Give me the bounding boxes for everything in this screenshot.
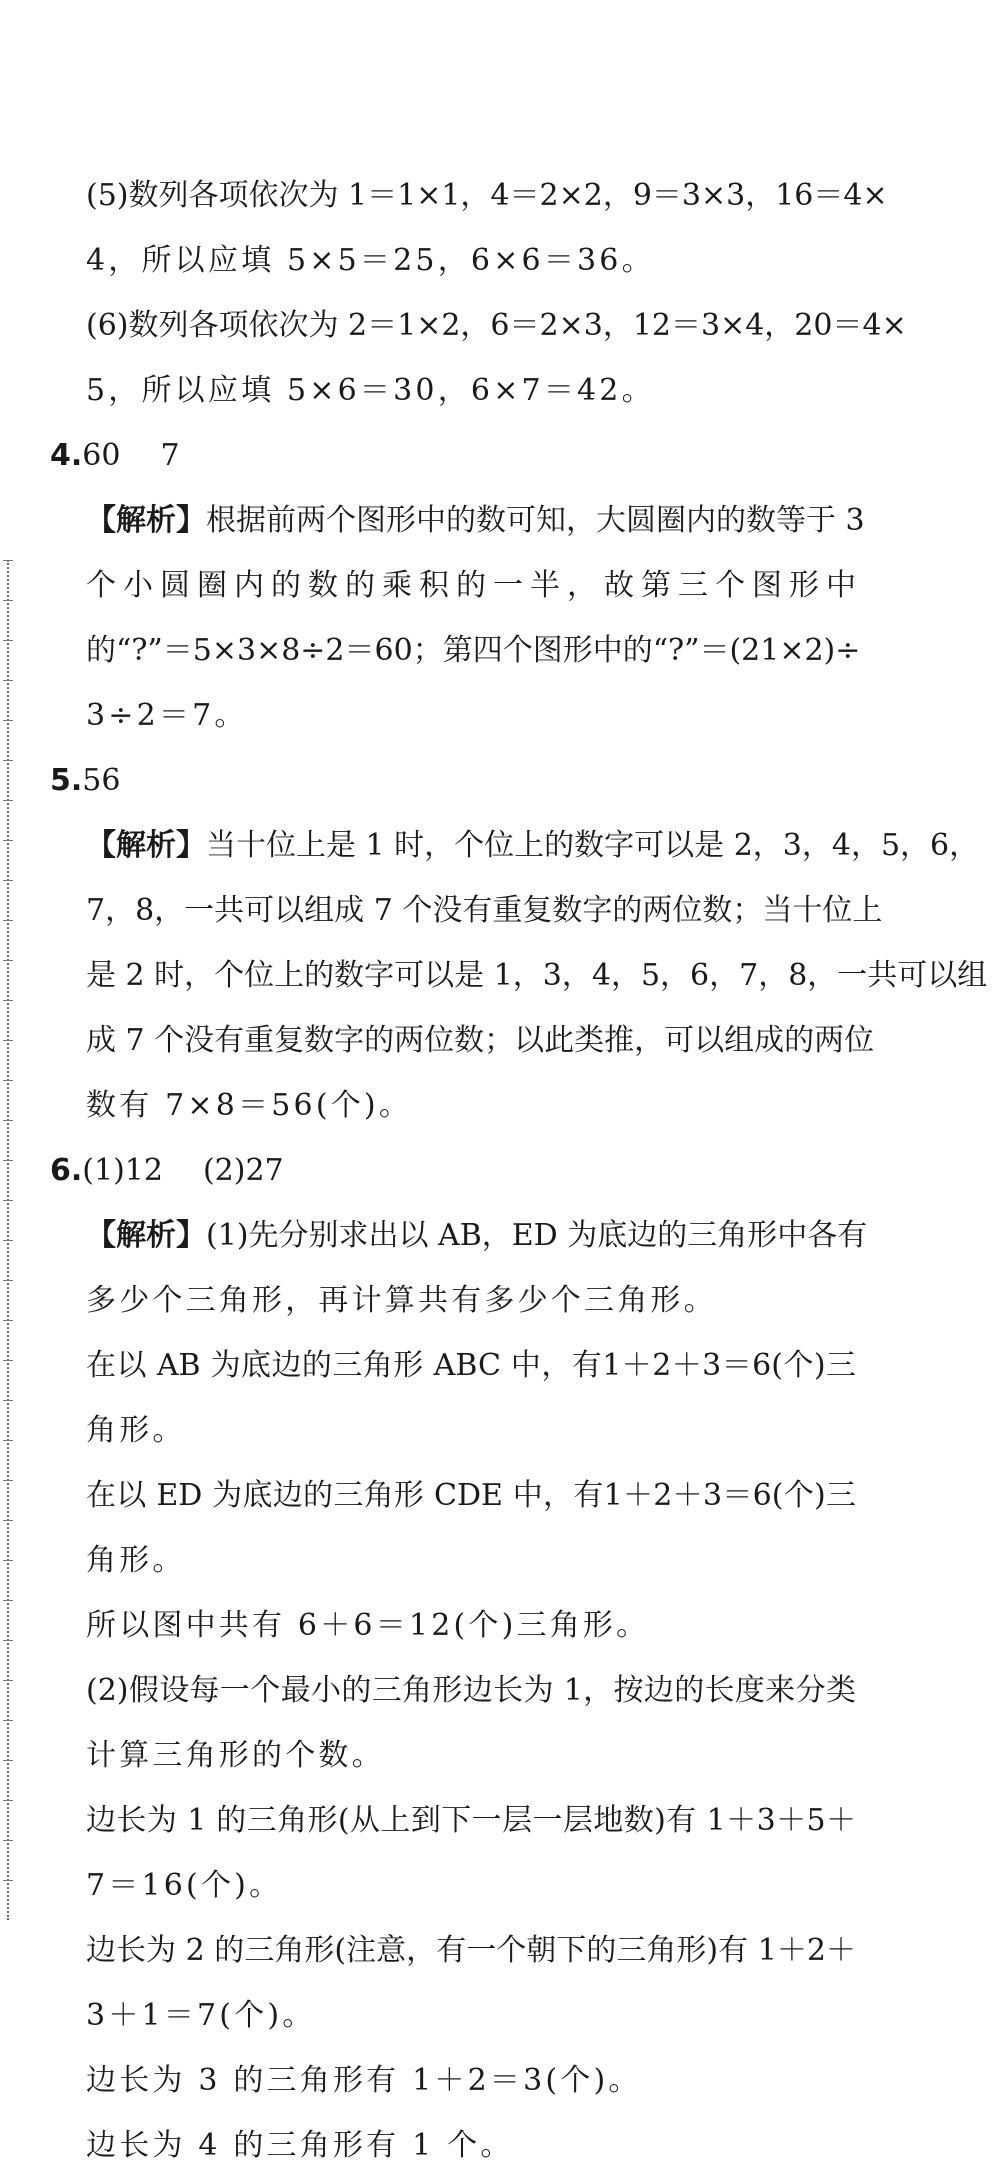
analysis-tag: 【解析】 bbox=[86, 503, 206, 538]
question-6-analysis-line-13: 3＋1＝7(个)。 bbox=[86, 1998, 316, 2033]
question-5-analysis-line-5: 数有 7×8＝56(个)。 bbox=[86, 1088, 413, 1123]
question-4-analysis-line-4: 3÷2＝7。 bbox=[86, 698, 248, 733]
question-6-analysis-line-9: 计算三角形的个数。 bbox=[86, 1738, 385, 1773]
analysis-text: 当十位上是 1 时，个位上的数字可以是 2，3，4，5，6， bbox=[206, 828, 980, 863]
answer-value: 56 bbox=[82, 763, 121, 798]
question-number: 5. bbox=[50, 763, 83, 798]
question-6-analysis-line-11: 7＝16(个)。 bbox=[86, 1868, 283, 1903]
question-6-answer bbox=[50, 1141, 284, 1201]
question-6-analysis-line-12: 边长为 2 的三角形(注意，有一个朝下的三角形)有 1＋2＋ bbox=[86, 1933, 856, 1968]
question-4-answer bbox=[50, 426, 180, 486]
question-4-analysis-line-1 bbox=[86, 491, 865, 551]
answer-value: 7 bbox=[160, 438, 180, 473]
question-6-analysis-line-2: 多少个三角形，再计算共有多少个三角形。 bbox=[86, 1283, 717, 1318]
question-5-analysis-line-2: 7，8，一共可以组成 7 个没有重复数字的两位数；当十位上 bbox=[86, 893, 883, 928]
question-6-analysis-line-6: 角形。 bbox=[86, 1543, 186, 1578]
question-6-analysis-line-15: 边长为 4 的三角形有 1 个。 bbox=[86, 2128, 514, 2163]
question-6-analysis-line-8: (2)假设每一个最小的三角形边长为 1，按边的长度来分类 bbox=[86, 1673, 856, 1708]
question-5-analysis-line-3: 是 2 时，个位上的数字可以是 1，3，4，5，6，7，8，一共可以组 bbox=[86, 958, 988, 993]
question-4-analysis-line-3: 的“?”＝5×3×8÷2＝60；第四个图形中的“?”＝(21×2)÷ bbox=[86, 633, 861, 668]
question-6-analysis-line-7: 所以图中共有 6＋6＝12(个)三角形。 bbox=[86, 1608, 650, 1643]
item-6-line-1: (6)数列各项依次为 2＝1×2，6＝2×3，12＝3×4，20＝4× bbox=[86, 308, 907, 343]
question-6-analysis-line-14: 边长为 3 的三角形有 1＋2＝3(个)。 bbox=[86, 2063, 642, 2098]
question-4-analysis-line-2: 个小圆圈内的数的乘积的一半，故第三个图形中 bbox=[86, 568, 856, 603]
analysis-tag: 【解析】 bbox=[86, 828, 206, 863]
question-6-analysis-line-10: 边长为 1 的三角形(从上到下一层一层地数)有 1＋3＋5＋ bbox=[86, 1803, 856, 1838]
item-5-line-1: (5)数列各项依次为 1＝1×1，4＝2×2，9＝3×3，16＝4× bbox=[86, 178, 888, 213]
question-number: 6. bbox=[50, 1153, 83, 1188]
question-6-analysis-line-5: 在以 ED 为底边的三角形 CDE 中，有1＋2＋3＝6(个)三 bbox=[86, 1478, 856, 1513]
binding-margin-ticks bbox=[3, 560, 13, 1920]
item-6-line-2: 5，所以应填 5×6＝30，6×7＝42。 bbox=[86, 373, 655, 408]
answer-value: 60 bbox=[82, 438, 121, 473]
answer-value: (2)27 bbox=[202, 1153, 284, 1188]
question-5-analysis-line-4: 成 7 个没有重复数字的两位数；以此类推，可以组成的两位 bbox=[86, 1023, 875, 1058]
analysis-text: 根据前两个图形中的数可知，大圆圈内的数等于 3 bbox=[206, 503, 865, 538]
answer-value: (1)12 bbox=[82, 1153, 163, 1188]
question-number: 4. bbox=[50, 438, 83, 473]
item-5-line-2: 4，所以应填 5×5＝25，6×6＝36。 bbox=[86, 243, 655, 278]
question-6-analysis-line-4: 角形。 bbox=[86, 1413, 186, 1448]
question-5-analysis-line-1 bbox=[86, 816, 980, 876]
analysis-tag: 【解析】 bbox=[86, 1218, 206, 1253]
question-6-analysis-line-1 bbox=[86, 1206, 868, 1266]
question-5-answer bbox=[50, 751, 120, 811]
question-6-analysis-line-3: 在以 AB 为底边的三角形 ABC 中，有1＋2＋3＝6(个)三 bbox=[86, 1348, 856, 1383]
analysis-text: (1)先分别求出以 AB，ED 为底边的三角形中各有 bbox=[206, 1218, 868, 1253]
